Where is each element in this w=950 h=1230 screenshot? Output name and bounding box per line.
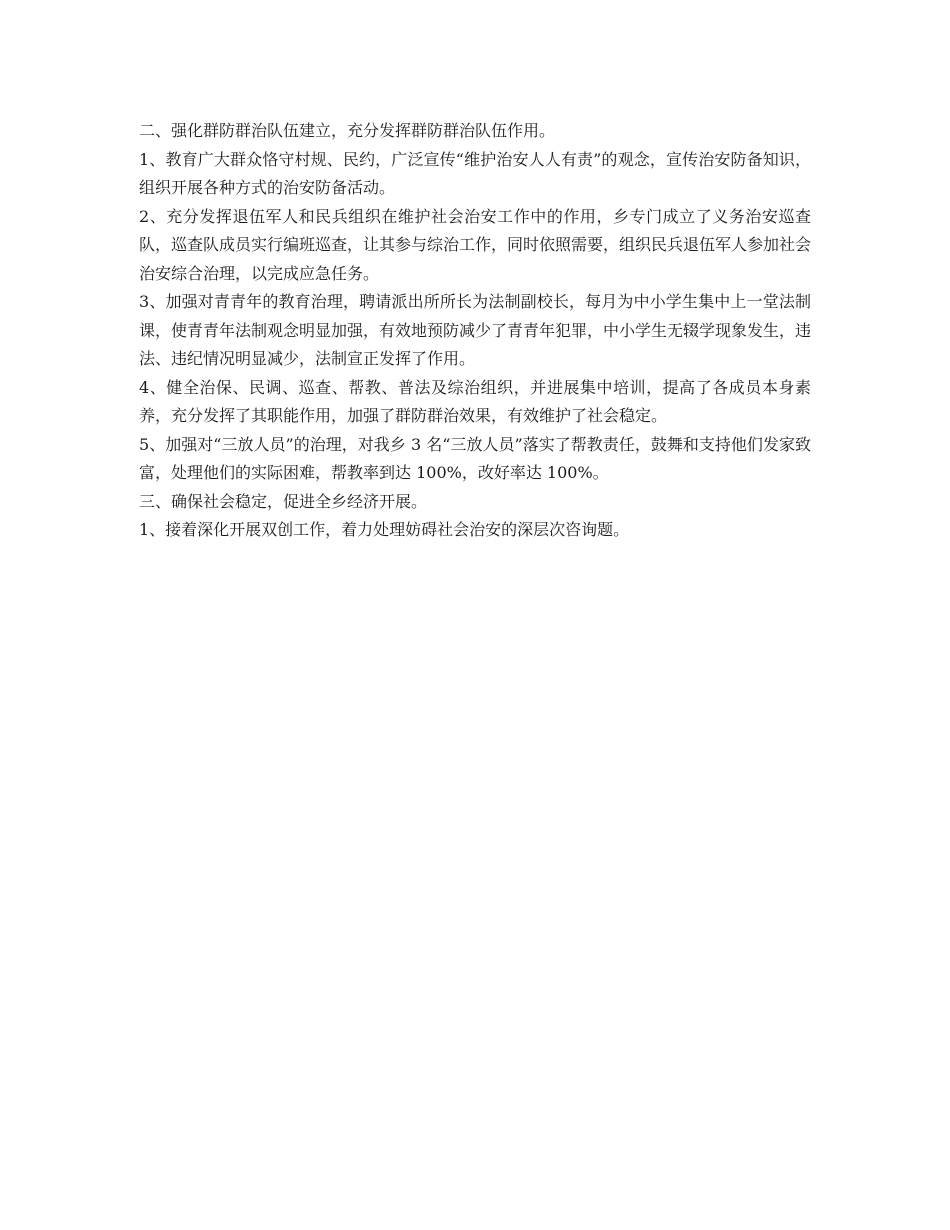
paragraph-item-3-1: 1、接着深化开展双创工作，着力处理妨碍社会治安的深层次咨询题。 [139,520,630,539]
paragraph-item-2: 2、充分发挥退伍军人和民兵组织在维护社会治安工作中的作用，乡专门成立了义务治安巡查队，巡查队成员实行编班巡查，让其参与综治工作，同时依照需要，组织民兵退伍军人参加社会治安综合治理，以完成应急任务。 [139,206,812,283]
paragraph-item-1: 1、教育广大群众恪守村规、民约，广泛宣传“维护治安人人有责”的观念，宣传治安防备知识，组织开展各种方式的治安防备活动。 [139,149,811,197]
document-body [139,117,811,545]
section-heading-3: 三、确保社会稳定，促进全乡经济开展。 [139,491,428,511]
section-heading-2: 二、强化群防群治队伍建立，充分发挥群防群治队伍作用。 [139,121,556,140]
paragraph-item-4: 4、健全治保、民调、巡查、帮教、普法及综治组织，并进展集中培训，提高了各成员本身素养，充分发挥了其职能作用，加强了群防群治效果，有效维护了社会稳定。 [139,377,811,425]
paragraph-item-3: 3、加强对青青年的教育治理，聘请派出所所长为法制副校长，每月为中小学生集中上一堂法制课，使青青年法制观念明显加强，有效地预防减少了青青年犯罪，中小学生无辍学现象发生，违法、违纪情况明显减少，法制宣正发挥了作用。 [139,292,812,368]
paragraph-item-5: 5、加强对“三放人员”的治理，对我乡 3 名“三放人员”落实了帮教责任，鼓舞和支持他们发家致富，处理他们的实际困难，帮教率到达 100%，改好率达 100%。 [139,434,811,482]
